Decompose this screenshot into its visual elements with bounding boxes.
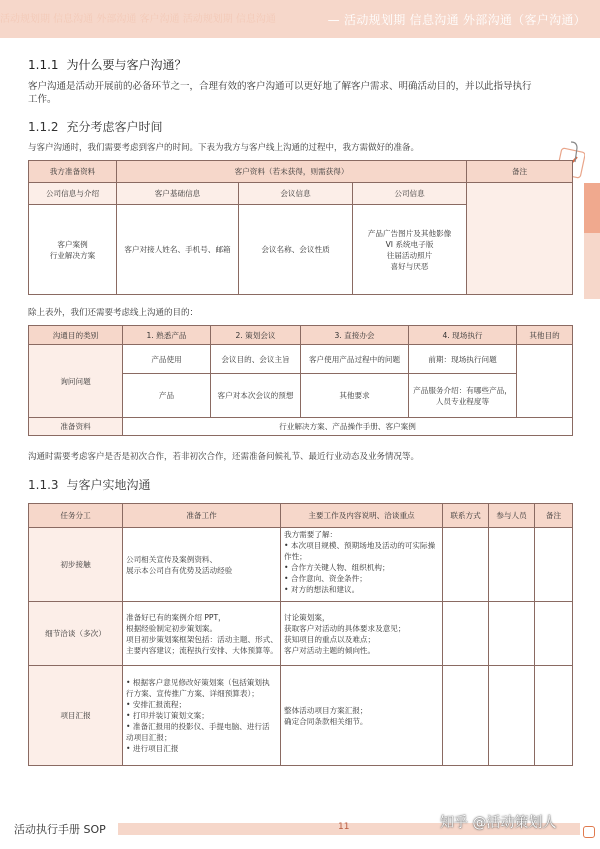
cell-line: 行方案、宣传推广方案、详细预算表）； <box>126 689 259 698</box>
side-tab <box>584 183 600 233</box>
cell-line: • 合作方关键人物、组织机构； <box>284 563 390 572</box>
between-text: 除上表外，我们还需要考虑线上沟通的目的： <box>28 308 199 318</box>
cell-empty <box>535 666 573 766</box>
cell-line: 准备好已有的案例介绍 PPT， <box>126 612 226 622</box>
th-purpose-4: 4. 现场执行 <box>409 326 517 345</box>
footer-title: 活动执行手册 SOP <box>14 823 106 836</box>
watermark: 知乎 @活动策划人 <box>440 815 557 831</box>
cell: 产品使用 <box>123 345 211 374</box>
th-purpose-2: 2. 策划会议 <box>211 326 301 345</box>
cell-line: 产品服务介绍：有哪些产品， <box>413 385 512 395</box>
company-intro-cell <box>29 205 117 295</box>
th-purpose-other: 其他目的 <box>517 326 573 345</box>
cell-empty <box>443 666 489 766</box>
client-basic-cell: 客户对接人姓名、手机号、邮箱 <box>117 205 239 295</box>
cell-line: • 根据客户意见修改好策划案（包括策划执 <box>126 678 270 687</box>
th-corp-info: 公司信息 <box>353 183 467 205</box>
cell-line: 获取客户对活动的具体要求及意见； <box>284 623 406 633</box>
cell-line: 人员专业程度等 <box>435 396 490 406</box>
cell-line: 主要内容建议；流程执行安排、大体预算等。 <box>126 645 278 655</box>
cell-line: 动项目汇报； <box>126 733 172 742</box>
th-prep: 准备工作 <box>123 504 281 528</box>
intro-line-1: 客户沟通是活动开展前的必备环节之一，合理有效的客户沟通可以更好地了解客户需求、明确活动目的，并以此指导执行 <box>28 81 532 92</box>
th-client-basic: 客户基础信息 <box>117 183 239 205</box>
intro-line-2: 工作。 <box>28 94 57 105</box>
cell-line: • 准备汇报用的投影仪、手提电脑、进行活 <box>126 722 270 731</box>
cell: 前期：现场执行问题 <box>409 345 517 374</box>
page-number: 11 <box>338 822 350 832</box>
task-project-report: 项目汇报 <box>29 666 123 766</box>
th-meeting-info: 会议信息 <box>239 183 353 205</box>
section-heading-1-1-2 <box>28 118 163 135</box>
cell-line: 讨论策划案， <box>284 612 330 622</box>
cell-line: 整体活动项目方案汇报； <box>284 705 368 715</box>
purpose-table <box>28 325 573 436</box>
cell-empty <box>489 602 535 666</box>
section-number: 1.1.1 <box>28 58 59 72</box>
cell-line: 展示本公司自有优势及活动经验 <box>126 565 233 575</box>
cell: 客户使用产品过程中的问题 <box>301 345 409 374</box>
cell-empty <box>517 345 573 418</box>
cell-empty <box>535 602 573 666</box>
meeting-info-cell: 会议名称、会议性质 <box>239 205 353 295</box>
cell-line: VI 系统电子版 <box>385 239 434 249</box>
cell-empty <box>443 602 489 666</box>
cell-line: • 安排汇报流程； <box>126 700 187 709</box>
side-tab-light <box>584 233 600 299</box>
cell-line: • 进行项目汇报 <box>126 744 179 753</box>
cell-line: 作性； <box>284 552 307 561</box>
cell-line: • 合作意向、资金条件； <box>284 574 367 583</box>
cell-empty <box>489 666 535 766</box>
onsite-table <box>28 503 573 766</box>
th-purpose-1: 1. 熟悉产品 <box>123 326 211 345</box>
section-heading-1-1-1 <box>28 56 187 73</box>
intro-paragraph <box>28 80 573 106</box>
cell-line: 客户案例 <box>57 239 88 249</box>
task-detail-talks: 细节洽谈（多次） <box>29 602 123 666</box>
section-title: 为什么要与客户沟通？ <box>66 58 187 72</box>
cell-line: • 本次项目规模、预期场地及活动的可实际操 <box>284 541 436 550</box>
cell-line: 项目初步策划案框架包括：活动主题、形式、 <box>126 634 278 644</box>
cell-line: 根据经验制定初步策划案。 <box>126 623 218 633</box>
corp-info-cell <box>353 205 467 295</box>
th-company-intro: 公司信息与介绍 <box>29 183 117 205</box>
section-title: 充分考虑客户时间 <box>66 120 163 134</box>
prep-cell <box>123 528 281 602</box>
header-ghost-text: 活动规划期 信息沟通 外部沟通 客户沟通 活动规划期 信息沟通 <box>0 14 276 25</box>
row-label-ask: 询问问题 <box>29 345 123 418</box>
section-number: 1.1.3 <box>28 478 59 492</box>
cell: 客户对本次会议的预想 <box>211 374 301 418</box>
cell-line: 往届活动照片 <box>386 250 433 260</box>
main-cell <box>281 666 443 766</box>
task-initial-contact: 初步接触 <box>29 528 123 602</box>
cell-line: 客户对活动主题的倾向性。 <box>284 645 376 655</box>
th-note: 备注 <box>535 504 573 528</box>
cell-empty <box>443 528 489 602</box>
corner-logo-icon <box>583 826 595 838</box>
th-people: 参与人员 <box>489 504 535 528</box>
cell-empty <box>489 528 535 602</box>
cell-line: 喜好与厌恶 <box>390 261 429 271</box>
note-cell <box>467 183 573 295</box>
cell-line: 产品广告图片及其他影像 <box>367 228 452 238</box>
th-task: 任务分工 <box>29 504 123 528</box>
prep-value-cell: 行业解决方案、产品操作手册、客户案例 <box>123 418 573 436</box>
cell <box>409 374 517 418</box>
cell-line: • 打印并装订策划文案； <box>126 711 209 720</box>
main-cell <box>281 602 443 666</box>
cell-line: • 对方的想法和建议。 <box>284 585 360 594</box>
th-contact: 联系方式 <box>443 504 489 528</box>
prep-cell <box>123 602 281 666</box>
cell: 产品 <box>123 374 211 418</box>
cell-line: 公司相关宣传及案例资料、 <box>126 554 218 564</box>
th-client-info: 客户资料（若未获得，则需获得） <box>117 161 467 183</box>
cell-line: 我方需要了解： <box>284 530 338 539</box>
after-text: 沟通时需要考虑客户是否是初次合作，若非初次合作，还需准备问候礼节、最近行业动态及业务情况等。 <box>28 452 420 462</box>
prep-materials-table <box>28 160 573 295</box>
time-intro-text: 与客户沟通时，我们需要考虑到客户的时间。下表为我方与客户线上沟通的过程中，我方需做好的准备。 <box>28 143 420 153</box>
section-heading-1-1-3 <box>28 476 151 493</box>
cell-line: 确定合同条款相关细节。 <box>284 716 368 726</box>
cell-line: 获知项目的重点以及难点； <box>284 634 376 644</box>
cell: 其他要求 <box>301 374 409 418</box>
th-purpose-type: 沟通目的类别 <box>29 326 123 345</box>
cell-line: 行业解决方案 <box>49 250 96 260</box>
th-purpose-3: 3. 直接办会 <box>301 326 409 345</box>
cell-empty <box>535 528 573 602</box>
breadcrumb: — 活动规划期 信息沟通 外部沟通（客户沟通） <box>327 13 586 27</box>
th-note: 备注 <box>467 161 573 183</box>
prep-cell <box>123 666 281 766</box>
header-bar <box>0 0 600 38</box>
section-number: 1.1.2 <box>28 120 59 134</box>
cell: 会议目的、会议主旨 <box>211 345 301 374</box>
main-cell <box>281 528 443 602</box>
section-title: 与客户实地沟通 <box>66 478 151 492</box>
th-main-work: 主要工作及内容说明、洽谈重点 <box>281 504 443 528</box>
row-label-prep: 准备资料 <box>29 418 123 436</box>
th-our-prep: 我方准备资料 <box>29 161 117 183</box>
